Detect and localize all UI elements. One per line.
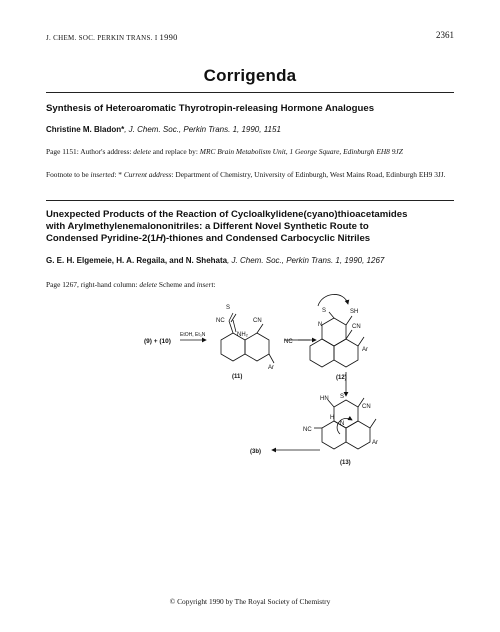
journal-year: 1990 <box>159 32 178 42</box>
page-number: 2361 <box>436 30 454 40</box>
corrigendum-1-note-address: Page 1151: Author's address: delete and replace by: MRC Brain Metabolism Unit, 1 George Square, Edinburgh EH8 9JZ <box>46 147 403 156</box>
compound-12-structure <box>298 294 364 367</box>
corrigendum-2-note: Page 1267, right-hand column: delete Scheme and insert: <box>46 280 216 289</box>
label-13-n: N <box>340 421 345 427</box>
label-13-ar: Ar <box>372 440 378 446</box>
label-12-cn: CN <box>352 324 361 330</box>
label-12-n: N <box>318 322 323 328</box>
label-12-sh: SH <box>350 309 359 315</box>
corrigendum-1-citation: , J. Chem. Soc., Perkin Trans. 1, 1990, 1151 <box>124 125 281 134</box>
label-compound-13: (13) <box>340 460 351 466</box>
copyright-notice: © Copyright 1990 by The Royal Society of Chemistry <box>169 597 331 606</box>
label-12-ar: Ar <box>362 347 368 353</box>
label-11-nh2: NH₂ <box>237 332 248 338</box>
label-compound-11: (11) <box>232 374 243 380</box>
label-11-nc: NC <box>216 318 225 324</box>
label-12-nc: NC <box>284 339 293 345</box>
label-product-3b: (3b) <box>250 449 261 455</box>
label-13-h: H <box>330 415 335 421</box>
compound-11-structure <box>221 313 274 363</box>
label-conditions: EtOH, Et₃N <box>180 332 206 338</box>
label-13-cn: CN <box>362 404 371 410</box>
label-11-ar: Ar <box>268 365 274 371</box>
label-11-cn: CN <box>253 318 262 324</box>
journal-name: J. CHEM. SOC. PERKIN TRANS. I <box>46 34 158 42</box>
label-13-hn: HN <box>320 396 329 402</box>
corrigendum-2-citation: , J. Chem. Soc., Perkin Trans. 1, 1990, 1267 <box>227 256 385 265</box>
curved-arrow-12 <box>318 294 348 306</box>
corrigendum-2-author-names: G. E. H. Elgemeie, H. A. Regaila, and N. Shehata <box>46 256 228 265</box>
label-compound-12: (12) <box>336 375 347 381</box>
label-11-s: S <box>226 305 231 311</box>
label-reactants: (9) + (10) <box>144 338 171 345</box>
label-12-s: S <box>322 308 327 314</box>
corrigendum-2-title: Unexpected Products of the Reaction of Cycloalkylidene(cyano)thioacetamides with Arylmethylenemalononitriles: a Different Novel Synthetic Route to Condensed Pyridine-2(1H)-thiones and Condensed Carbocyclic Nitriles <box>46 209 408 244</box>
corrigendum-1-author: Christine M. Bladon* <box>46 125 125 134</box>
label-13-s: S <box>340 394 345 400</box>
label-13-nc: NC <box>303 427 312 433</box>
page-title: Corrigenda <box>203 66 297 85</box>
corrigendum-1-note-footnote: Footnote to be inserted: * Current address: Department of Chemistry, University of Edinburgh, West Mains Road, Edinburgh EH9 3JJ. <box>46 170 446 179</box>
corrigendum-1-title: Synthesis of Heteroaromatic Thyrotropin-releasing Hormone Analogues <box>46 103 375 114</box>
